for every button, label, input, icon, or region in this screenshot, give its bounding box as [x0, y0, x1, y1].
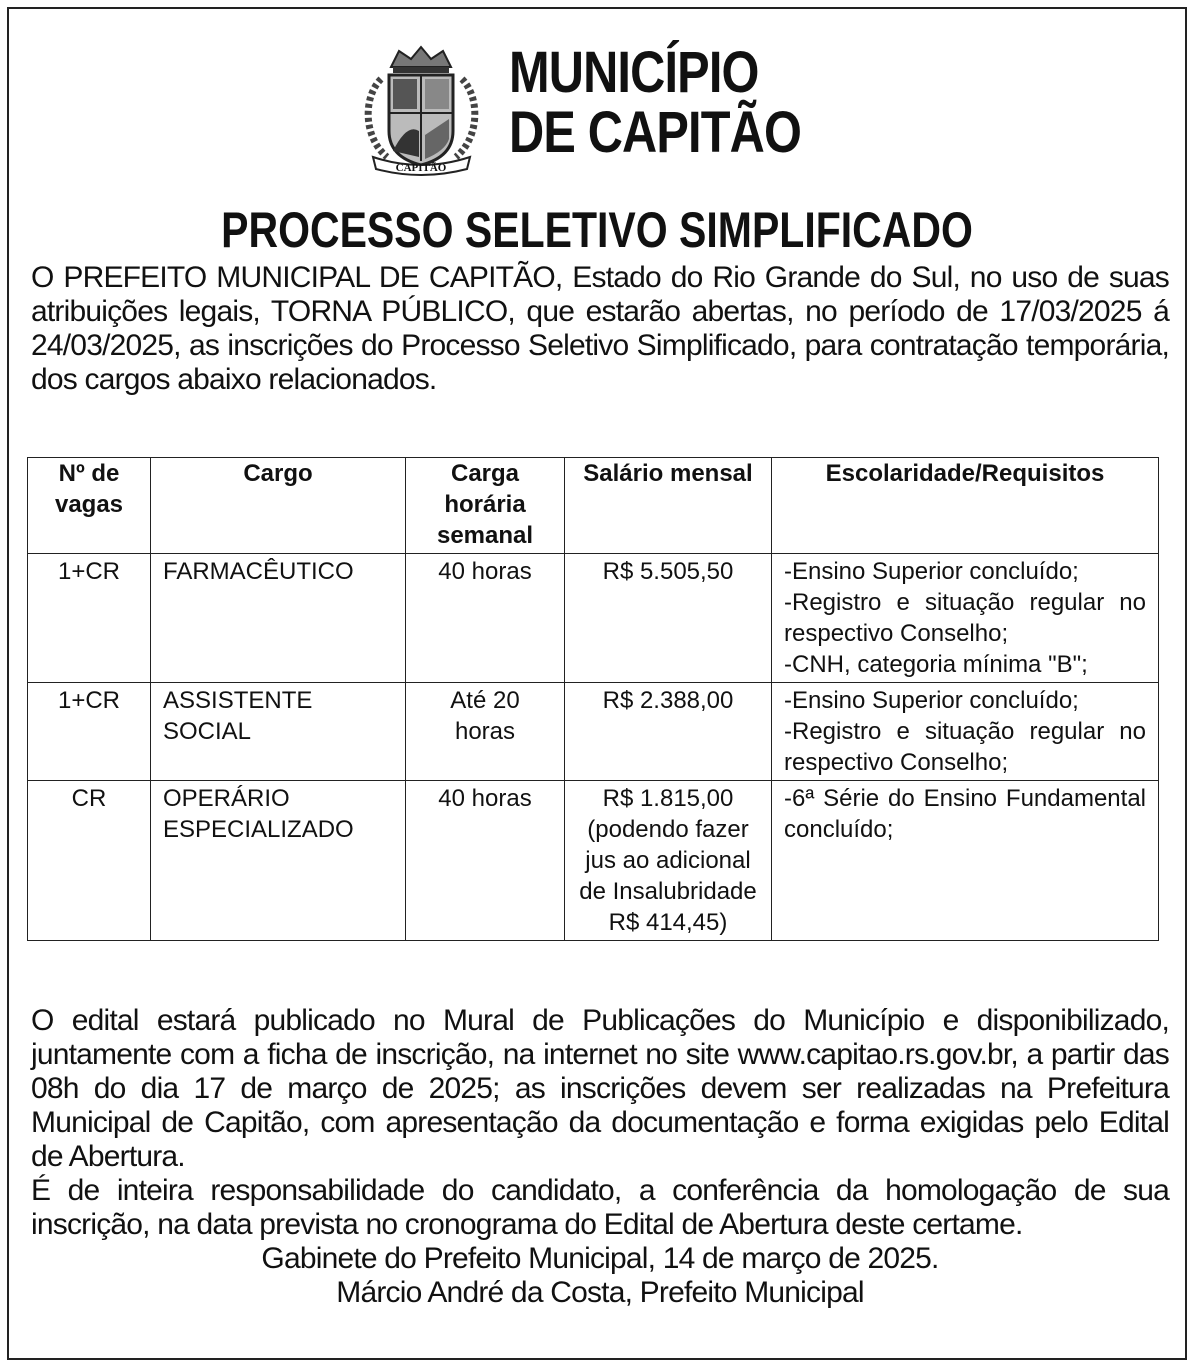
cell-salario: R$ 1.815,00 (podendo fazer jus ao adicional de Insalubridade R$ 414,45) [565, 781, 772, 941]
notice-page [7, 7, 1187, 1360]
header-requisitos: Escolaridade/Requisitos [772, 458, 1159, 554]
requirement-line: -6ª Série do Ensino Fundamental concluído; [784, 785, 1146, 843]
cell-carga: 40 horas [406, 781, 565, 941]
municipality-name [509, 40, 802, 165]
closing-section [31, 1004, 1169, 1310]
cell-carga: 40 horas [406, 554, 565, 683]
header-vagas: Nº de vagas [28, 458, 151, 554]
document-title: PROCESSO SELETIVO SIMPLIFICADO [221, 202, 973, 258]
header [359, 39, 879, 189]
place-date: Gabinete do Prefeito Municipal, 14 de março de 2025. [261, 1242, 939, 1275]
cell-cargo: OPERÁRIO ESPECIALIZADO [151, 781, 406, 941]
intro-paragraph: O PREFEITO MUNICIPAL DE CAPITÃO, Estado do Rio Grande do Sul, no uso de suas atribuições legais, TORNA PÚBLICO, que estarão abertas, no período de 17/03/2025 á 24/03/2025, as inscrições do Processo Seletivo Simplificado, para contratação temporária, dos cargos abaixo relacionados. [31, 261, 1169, 396]
cell-cargo: FARMACÊUTICO [151, 554, 406, 683]
cell-salario: R$ 2.388,00 [565, 683, 772, 781]
edital-paragraph: O edital estará publicado no Mural de Publicações do Município e disponibilizado, juntamente com a ficha de inscrição, na internet no site www.capitao.rs.gov.br, a partir das 08h do dia 17 de março de 2025; as inscrições devem ser realizadas na Prefeitura Municipal de Capitão, com apresentação da documentação e forma exigidas pelo Edital de Abertura. [31, 1004, 1169, 1173]
requirement-line: -CNH, categoria mínima "B"; [784, 651, 1088, 678]
municipality-name-line1: MUNICÍPIO [509, 40, 759, 105]
header-salario: Salário mensal [565, 458, 772, 554]
cell-requisitos [772, 683, 1159, 781]
cell-cargo: ASSISTENTE SOCIAL [151, 683, 406, 781]
cell-requisitos [772, 781, 1159, 941]
signature: Márcio André da Costa, Prefeito Municipal [336, 1276, 864, 1309]
requirement-line: -Ensino Superior concluído; [784, 687, 1079, 714]
crest-label: CAPITÃO [395, 162, 447, 174]
requirement-line: -Ensino Superior concluído; [784, 558, 1079, 585]
header-cargo: Cargo [151, 458, 406, 554]
responsibility-paragraph: É de inteira responsabilidade do candidato, a conferência da homologação de sua inscrição, na data prevista no cronograma do Edital de Abertura deste certame. [31, 1174, 1169, 1241]
cell-vagas: 1+CR [28, 554, 151, 683]
cell-vagas: CR [28, 781, 151, 941]
cell-carga: Até 20 horas [406, 683, 565, 781]
cell-requisitos [772, 554, 1159, 683]
requirement-line: -Registro e situação regular no respectivo Conselho; [784, 718, 1146, 776]
table-row [28, 781, 1159, 941]
positions-table [27, 457, 1159, 941]
municipality-name-line2: DE CAPITÃO [509, 100, 802, 165]
table-row [28, 554, 1159, 683]
table-header-row [28, 458, 1159, 554]
requirement-line: -Registro e situação regular no respectivo Conselho; [784, 589, 1146, 647]
cell-vagas: 1+CR [28, 683, 151, 781]
table-row [28, 683, 1159, 781]
cell-salario: R$ 5.505,50 [565, 554, 772, 683]
municipal-crest-icon [359, 39, 484, 179]
header-carga: Carga horária semanal [406, 458, 565, 554]
